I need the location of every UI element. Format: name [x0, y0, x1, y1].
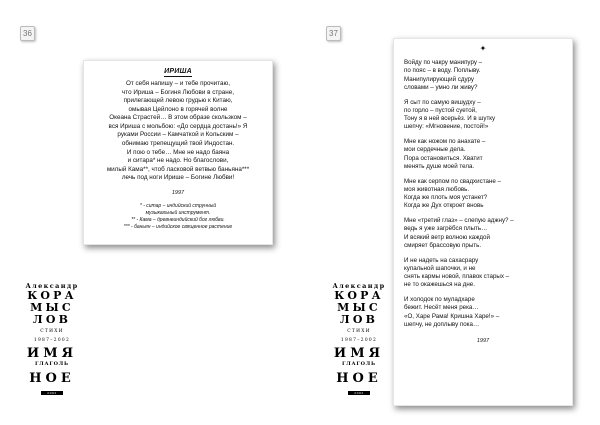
- cover-subtitle: СТИХИ: [347, 329, 371, 334]
- stanza: Я сыт по самую вишудху – по горло – пустой суетой, Тону я в ней всерьёз. И в шутку шепчу: «Мгновение, постой!»: [404, 98, 496, 131]
- stanza: Мне как ножом по анахате – мои сердечные дела. Пора остановиться. Хватит менять душе моей тела.: [404, 138, 486, 170]
- page-number-right: 37: [326, 26, 341, 41]
- cover-surname: КОРА: [27, 289, 77, 302]
- stanza: Мне как серпом по свадхистане – моя животная любовь. Когда же плоть моя устанет? Когда же Дух откроет вновь: [404, 177, 501, 210]
- cover-surname: МЫС: [337, 301, 381, 314]
- cover-bar: 2002: [41, 391, 63, 395]
- poem-footnotes: * - ситар – индийский струнный музыкальный инструмент. ** - Кама – древнеиндийский бог любви. *** - баньян – индийское священное растение: [123, 202, 233, 230]
- cover-title: НОЕ: [336, 371, 382, 386]
- stanza: Мне «третий глаз» – слепую аджну? – ведь я уже загрёбся плыть… И всякий ветр волною каждой смиряет брассовую прыть.: [404, 217, 514, 249]
- cover-surname: ЛОВ: [32, 313, 72, 326]
- cover-bar: 2002: [348, 391, 370, 395]
- cover-title: НОЕ: [29, 371, 75, 386]
- poem-title-text: ИРИША: [164, 68, 192, 75]
- cover-author-first: Александр: [25, 282, 79, 290]
- poem-date: 1997: [171, 189, 185, 196]
- cover-title: ИМЯ: [26, 346, 78, 361]
- cover-years: 1987–2002: [33, 337, 71, 343]
- cover-author-first: Александр: [332, 282, 386, 290]
- poem-date: 1997: [476, 338, 490, 344]
- cover-surname: МЫС: [30, 301, 74, 314]
- book-cover-mark-left: [21, 282, 83, 395]
- stanza: Войду по чакру манипуру – по пояс – в воду. Поплыву. Манипулирующий сдуру словами – умно ли живу?: [404, 59, 483, 91]
- stanza: И не надеть на сахасрару купальной шапочки, и не снять кармы новой, плавок старых – не то окажешься на дне.: [404, 256, 510, 289]
- poem-card-left: [83, 60, 273, 245]
- cover-title-mid: ГЛАГОЛЬ: [342, 361, 376, 367]
- cover-surname: ЛОВ: [339, 313, 379, 326]
- cover-surname: КОРА: [334, 289, 384, 302]
- cover-title-mid: ГЛАГОЛЬ: [35, 361, 69, 367]
- poem-title: [92, 68, 264, 75]
- ornament-icon: ✦: [479, 44, 487, 53]
- page-number-left: 36: [20, 26, 35, 41]
- stanza: И холодок по муладхаре бежит. Несёт меня река… «О, Харе Рама! Кришна Харе!» – шепчу, не доплыву пока…: [404, 296, 500, 328]
- book-cover-mark-right: [328, 282, 390, 395]
- poem-card-right: [393, 38, 573, 406]
- cover-subtitle: СТИХИ: [40, 329, 64, 334]
- cover-years: 1987–2002: [340, 337, 378, 343]
- cover-title: ИМЯ: [333, 346, 385, 361]
- poem-body: От себя напишу – и тебе прочитаю, что Ириша – Богиня Любови в стране, прилегающей левою грудью к Китаю, омывая Цейлоно в горячей волне Океана Страстей… В этом образе скользком – вся Ириша с мольбою: «До сердца достань!» Я руками России – Камчаткой и Кольским – обнимаю трепещущий твой Индостан. И пою о тебе… Мне не надо баяна и ситара* не надо. Но благослови, милый Кама**, чтоб ласковой ветвью баньяна*** лечь под ноги Ирише – Богине Любви!: [106, 80, 250, 182]
